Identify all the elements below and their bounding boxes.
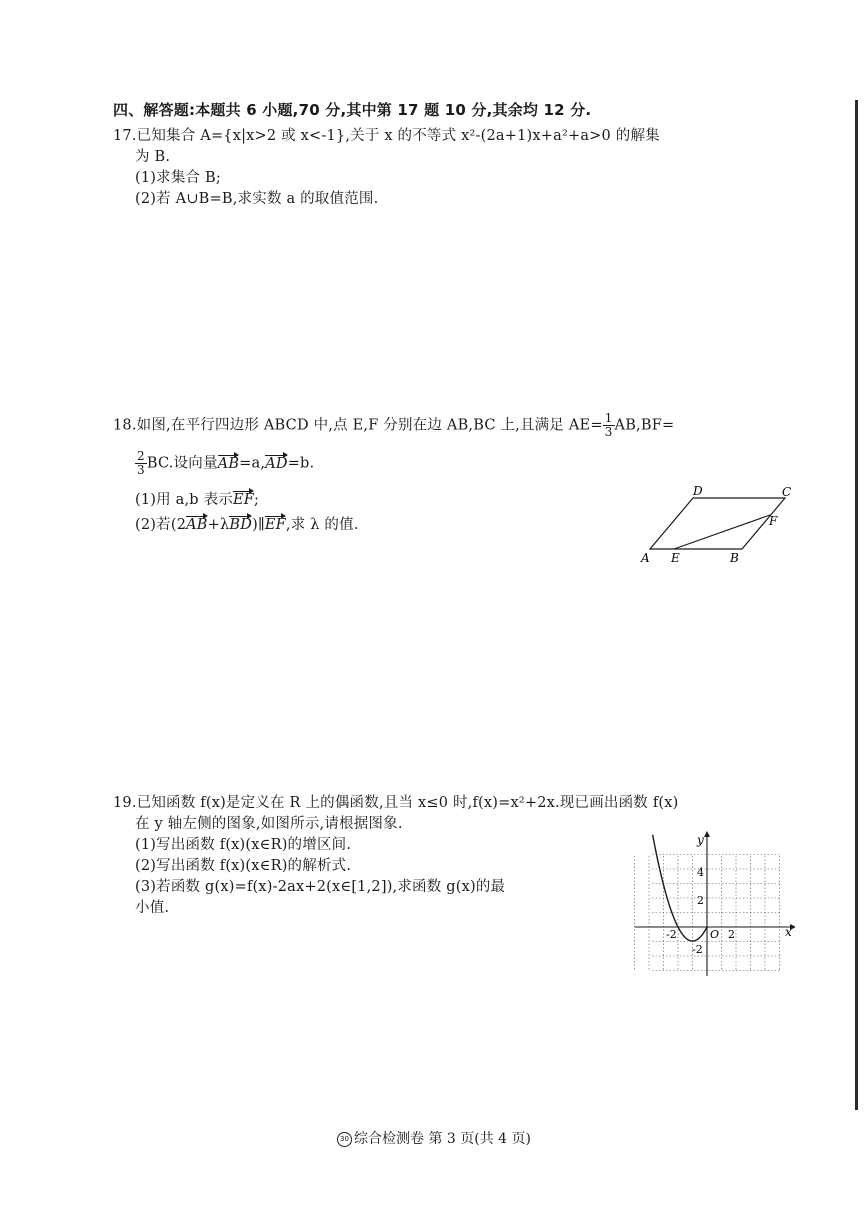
- vector-ad: AD: [265, 455, 288, 472]
- q18-line2: [135, 450, 314, 477]
- vector-bd: BD: [229, 517, 253, 533]
- q18-part2-text: (2)若(2: [135, 517, 187, 533]
- label-c: C: [782, 485, 792, 499]
- tick-label-y-neg2: -2: [692, 943, 703, 956]
- frac-numerator: 2: [137, 449, 145, 463]
- q18-part2: [135, 515, 359, 535]
- q17-part2: (2)若 A∪B=B,求实数 a 的取值范围.: [135, 191, 379, 207]
- q19-part2: (2)写出函数 f(x)(x∈R)的解析式.: [135, 858, 352, 874]
- page-edge-line: [855, 100, 858, 1110]
- vector-ab: AB: [186, 517, 208, 533]
- origin-label: O: [710, 928, 720, 941]
- tick-label-x2: 2: [728, 928, 735, 941]
- q18-line1: [113, 412, 674, 439]
- tick-label-y2: 2: [697, 894, 704, 907]
- label-f: F: [769, 514, 778, 528]
- frac-denominator: 3: [604, 425, 613, 439]
- label-e: E: [671, 551, 680, 565]
- frac-numerator: 1: [604, 411, 613, 425]
- q18-line1-tail: AB,BF=: [614, 417, 675, 434]
- q18-part2-tail: ,求 λ 的值.: [285, 517, 359, 533]
- q18-line2-text: BC.设向量: [146, 455, 218, 472]
- q19-part3-cont: 小值.: [135, 900, 170, 916]
- frac-denominator: 3: [137, 463, 145, 477]
- q18-part1: [135, 490, 259, 510]
- q17-line1: 17.已知集合 A={x|x>2 或 x<-1},关于 x 的不等式 x²-(2a+1)x+a²+a>0 的解集: [113, 128, 660, 144]
- fraction-two-thirds: [135, 450, 147, 477]
- q18-part1-tail: ;: [254, 492, 260, 508]
- section-header: 四、解答题:本题共 6 小题,70 分,其中第 17 题 10 分,其余均 12 分.: [113, 101, 592, 119]
- y-axis-arrow-icon: [704, 831, 710, 837]
- parallelogram-figure: [635, 482, 805, 572]
- vector-ab: AB: [217, 455, 240, 472]
- label-b: B: [730, 551, 739, 565]
- q19-part1: (1)写出函数 f(x)(x∈R)的增区间.: [135, 837, 352, 853]
- vector-ef: EF: [233, 492, 255, 508]
- label-d: D: [693, 484, 703, 498]
- q18-part1-text: (1)用 a,b 表示: [135, 492, 233, 508]
- page-footer: [0, 1128, 868, 1148]
- q18-line1-text: 18.如图,在平行四边形 ABCD 中,点 E,F 分别在边 AB,BC 上,且满足 AE=: [113, 417, 603, 434]
- function-graph: [630, 828, 795, 978]
- parallelogram-abcd: [650, 498, 785, 549]
- x-axis-label: x: [785, 925, 792, 939]
- q19-part3: (3)若函数 g(x)=f(x)-2ax+2(x∈[1,2]),求函数 g(x)的最: [135, 879, 506, 895]
- footer-text: 综合检测卷 第 3 页(共 4 页): [354, 1131, 531, 1147]
- q19-line1: 19.已知函数 f(x)是定义在 R 上的偶函数,且当 x≤0 时,f(x)=x²+2x.现已画出函数 f(x): [113, 795, 679, 811]
- tick-label-x-neg2: -2: [666, 928, 677, 941]
- q18-eq-a: =a,: [239, 455, 266, 472]
- curve-left-branch: [653, 835, 707, 941]
- q19-line2: 在 y 轴左侧的图象,如图所示,请根据图象.: [135, 816, 403, 832]
- vector-ef: EF: [264, 517, 286, 533]
- q17-line2: 为 B.: [135, 149, 171, 165]
- q17-part1: (1)求集合 B;: [135, 170, 221, 186]
- tick-label-y4: 4: [697, 866, 704, 879]
- series-badge-icon: 30: [337, 1132, 352, 1147]
- q18-part2-plus: +λ: [207, 517, 230, 533]
- q18-part2-parallel: )∥: [252, 517, 265, 533]
- label-a: A: [641, 551, 650, 565]
- fraction-one-third: [603, 412, 615, 439]
- q18-eq-b: =b.: [287, 455, 315, 472]
- y-axis-label: y: [697, 833, 704, 847]
